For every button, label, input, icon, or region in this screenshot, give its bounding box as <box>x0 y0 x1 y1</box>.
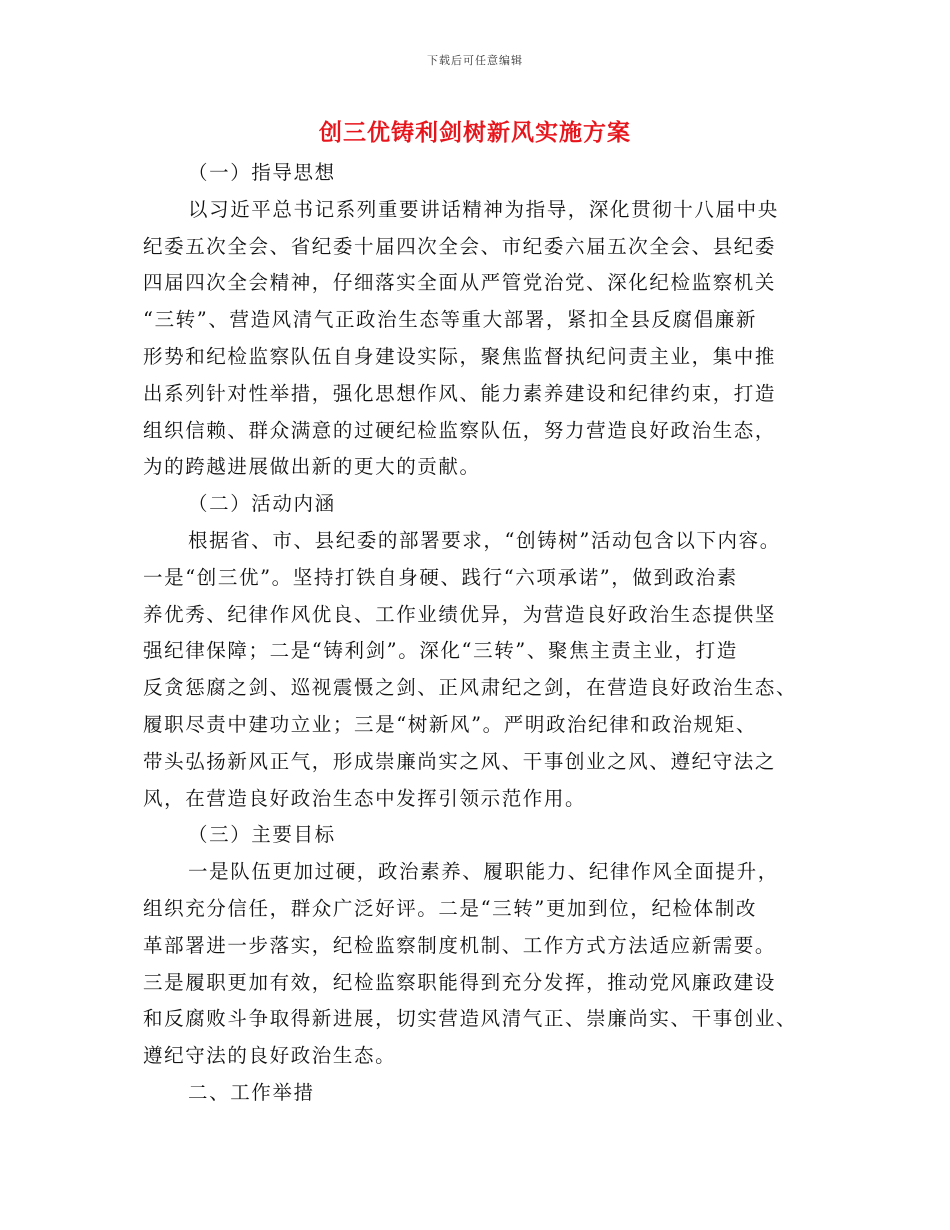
body-text-line: 三是履职更加有效，纪检监察职能得到充分发挥，推动党风廉政建设 <box>143 970 777 994</box>
body-text-line: 为的跨越进展做出新的更大的贡献。 <box>143 455 481 479</box>
body-text-line: 根据省、市、县纪委的部署要求，“创铸树”活动包含以下内容。 <box>188 528 781 552</box>
body-text-line: 风，在营造良好政治生态中发挥引领示范作用。 <box>143 786 587 810</box>
document-body <box>143 155 803 1112</box>
body-text-line: 一是队伍更加过硬，政治素养、履职能力、纪律作风全面提升， <box>188 860 779 884</box>
body-text-line: 二、工作举措 <box>188 1080 315 1104</box>
body-text-line: （三）主要目标 <box>188 823 336 847</box>
body-text-line: 遵纪守法的良好政治生态。 <box>143 1044 397 1068</box>
body-text-line: 四届四次全会精神，仔细落实全面从严管党治党、深化纪检监察机关 <box>143 271 777 295</box>
body-text-line: 反贪惩腐之剑、巡视震慑之剑、正风肃纪之剑，在营造良好政治生态、 <box>143 676 798 700</box>
body-text-line: （一）指导思想 <box>188 161 336 184</box>
body-text-line: （二）活动内涵 <box>188 492 336 516</box>
body-text-line: 纪委五次全会、省纪委十届四次全会、市纪委六届五次全会、县纪委 <box>143 234 777 258</box>
body-text-line: 和反腐败斗争取得新进展，切实营造风清气正、崇廉尚实、干事创业、 <box>143 1007 798 1031</box>
body-text-line: 履职尽责中建功立业；三是“树新风”。严明政治纪律和政治规矩、 <box>143 712 757 736</box>
body-text-line: 革部署进一步落实，纪检监察制度机制、工作方式方法适应新需要。 <box>143 933 777 957</box>
body-text-line: 以习近平总书记系列重要讲话精神为指导，深化贯彻十八届中央 <box>188 197 779 221</box>
body-text-line: 强纪律保障；二是“铸利剑”。深化“三转”、聚焦主责主业，打造 <box>143 639 738 663</box>
body-text-line: “三转”、营造风清气正政治生态等重大部署，紧扣全县反腐倡廉新 <box>143 308 757 332</box>
body-text-line: 组织充分信任，群众广泛好评。二是“三转”更加到位，纪检体制改 <box>143 896 757 920</box>
body-text-line: 带头弘扬新风正气，形成崇廉尚实之风、干事创业之风、遵纪守法之 <box>143 749 777 773</box>
body-text-line: 一是“创三优”。坚持打铁自身硬、践行“六项承诺”，做到政治素 <box>143 565 738 589</box>
body-text-line: 养优秀、纪律作风优良、工作业绩优异，为营造良好政治生态提供坚 <box>143 602 777 626</box>
header-note: 下载后可任意编辑 <box>427 54 523 67</box>
document-title: 创三优铸利剑树新风实施方案 <box>319 119 631 146</box>
body-text-line: 出系列针对性举措，强化思想作风、能力素养建设和纪律约束，打造 <box>143 381 777 405</box>
body-text-line: 形势和纪检监察队伍自身建设实际，聚焦监督执纪问责主业，集中推 <box>143 344 777 368</box>
body-text-line: 组织信赖、群众满意的过硬纪检监察队伍，努力营造良好政治生态， <box>143 418 777 442</box>
